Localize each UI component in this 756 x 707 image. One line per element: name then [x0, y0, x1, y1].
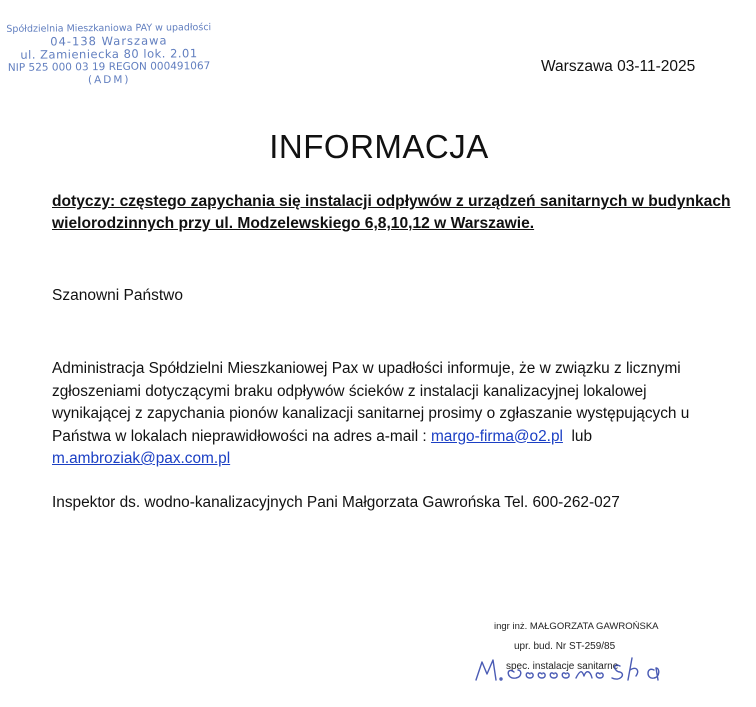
- signature-license: upr. bud. Nr ST-259/85: [514, 641, 616, 652]
- body-line-with-email: [52, 426, 756, 449]
- body-line-with-email: [52, 448, 756, 471]
- document-date: Warszawa 03-11-2025: [541, 58, 696, 75]
- email-link-ambroziak[interactable]: m.ambroziak@pax.com.pl: [52, 450, 231, 467]
- document-heading: INFORMACJA: [269, 128, 489, 165]
- body-paragraph: [52, 358, 756, 471]
- greeting: Szanowni Państwo: [52, 287, 183, 304]
- signature-specialty: spec. instalacje sanitarne: [506, 661, 619, 672]
- body-line: wynikającej z zapychania pionów kanalizacji sanitarnej prosimy o zgłaszanie występujących u: [52, 405, 690, 422]
- inspector-contact: Inspektor ds. wodno-kanalizacyjnych Pani Małgorzata Gawrońska Tel. 600-262-027: [52, 494, 620, 511]
- handwritten-signature: [470, 640, 700, 688]
- document-subject: [52, 191, 752, 235]
- subject-line: wielorodzinnych przy ul. Modzelewskiego 6,8,10,12 w Warszawie.: [52, 215, 535, 232]
- stamp-line-tax-ids: NIP 525 000 03 19 REGON 000491067: [7, 60, 211, 74]
- connector-text: lub: [562, 427, 593, 445]
- body-line-text: Państwa w lokalach nieprawidłowości na adres a-mail :: [52, 427, 431, 445]
- body-line: zgłoszeniami dotyczącymi braku odpływów ścieków z instalacji kanalizacyjnej lokalowej: [52, 382, 647, 400]
- stamp-line-city: 04-138 Warszawa: [50, 33, 168, 49]
- body-line: Administracja Spółdzielni Mieszkaniowej Pax w upadłości informuje, że w związku z licznymi: [52, 360, 681, 377]
- stamp-line-dept: (ADM): [87, 73, 131, 87]
- signature-name: ingr inż. MAŁGORZATA GAWROŃSKA: [494, 621, 659, 632]
- company-stamp: [6, 21, 213, 88]
- stamp-line-street: ul. Zamieniecka 80 lok. 2.01: [20, 46, 198, 62]
- subject-line: dotyczy: częstego zapychania się instalacji odpływów z urządzeń sanitarnych w budynkach: [52, 193, 731, 210]
- email-link-margo[interactable]: margo-firma@o2.pl: [430, 427, 563, 445]
- stamp-line-company: Spółdzielnia Mieszkaniowa PAY w upadłości: [6, 22, 212, 35]
